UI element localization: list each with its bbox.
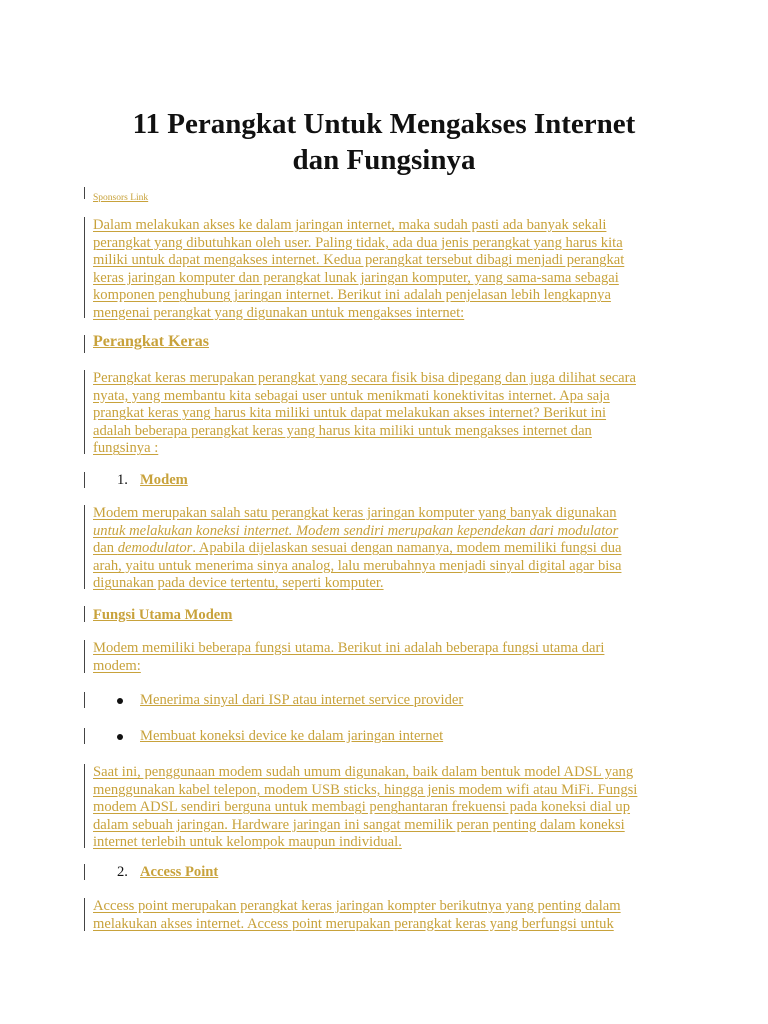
blockquote-bar	[84, 335, 85, 353]
blockquote-bar	[84, 728, 85, 744]
intro-line: keras jaringan komputer dan perangkat lunak jaringan komputer, yang sama-sama sebagai	[93, 269, 619, 286]
access-point-line: melakukan akses internet. Access point merupakan perangkat keras yang berfungsi untuk	[93, 915, 614, 932]
blockquote-bar	[84, 640, 85, 673]
hardware-line: fungsinya :	[93, 440, 159, 457]
modem-usage-line: modem ADSL sendiri berguna untuk membagi penghantaran frekuensi pada koneksi dial up	[93, 799, 631, 816]
bullet-icon	[117, 734, 123, 740]
sponsors-link[interactable]: Sponsors Link	[93, 193, 149, 203]
hardware-line: prangkat keras yang harus kita miliki untuk dapat melakukan akses internet? Berikut ini	[93, 405, 607, 422]
blockquote-bar	[84, 898, 85, 931]
modem-line: digunakan pada device tertentu, seperti komputer.	[93, 575, 384, 592]
item-link-access-point[interactable]: Access Point	[140, 864, 219, 880]
intro-line: mengenai perangkat yang digunakan untuk mengakses internet:	[93, 304, 465, 321]
access-point-paragraph	[93, 898, 693, 933]
hardware-heading-block	[93, 333, 693, 351]
blockquote-bar	[84, 370, 85, 454]
blockquote-bar	[84, 505, 85, 589]
modem-usage-line: Saat ini, penggunaan modem sudah umum digunakan, baik dalam bentuk model ADSL yang	[93, 764, 634, 780]
hardware-line: nyata, yang membantu kita sebagai user untuk menikmati konektivitas internet. Apa saja	[93, 387, 610, 404]
modem-function-line: Modem memiliki beberapa fungsi utama. Berikut ini adalah beberapa fungsi utama dari	[93, 640, 605, 656]
modem-line: untuk melakukan koneksi internet. Modem sendiri merupakan kependekan dari modulator	[93, 522, 619, 539]
blockquote-bar	[84, 472, 85, 488]
modem-function-line: modem:	[93, 657, 141, 674]
item-link-modem[interactable]: Modem	[140, 472, 188, 488]
intro-paragraph	[93, 217, 693, 323]
intro-line: miliki untuk dapat mengakses internet. Kedua perangkat tersebut dibagi menjadi perangkat	[93, 252, 625, 269]
blockquote-bar	[84, 187, 85, 199]
modem-line: Modem merupakan salah satu perangkat keras jaringan komputer yang banyak digunakan	[93, 505, 617, 521]
title-line-1: 11 Perangkat Untuk Mengakses Internet	[132, 108, 636, 140]
title-line-2: dan Fungsinya	[292, 144, 476, 176]
blockquote-bar	[84, 217, 85, 318]
modem-usage-line: dalam sebuah jaringan. Hardware jaringan ini sangat memilik peran penting dalam koneksi	[93, 816, 625, 833]
sponsors-block	[93, 187, 693, 205]
blockquote-bar	[84, 764, 85, 848]
hardware-line: adalah beberapa perangkat keras yang harus kita miliki untuk mengakses internet dan	[93, 422, 592, 439]
modem-usage-line: internet terlebih untuk kelompok maupun individual.	[93, 834, 402, 851]
intro-line: Dalam melakukan akses ke dalam jaringan internet, maka sudah pasti ada banyak sekali	[93, 217, 607, 233]
access-point-line: Access point merupakan perangkat keras jaringan kompter berikutnya yang penting dalam	[93, 898, 621, 914]
bullet-item-2[interactable]: Membuat koneksi device ke dalam jaringan internet	[140, 728, 444, 744]
modem-function-heading-block	[93, 606, 693, 624]
intro-line: perangkat yang dibutuhkan oleh user. Paling tidak, ada dua jenis perangkat yang harus kita	[93, 234, 623, 251]
bullet-icon	[117, 698, 123, 704]
list-number-2: 2.	[117, 864, 128, 880]
modem-paragraph	[93, 505, 693, 593]
modem-function-paragraph	[93, 640, 693, 675]
list-number-1: 1.	[117, 472, 128, 488]
modem-line: arah, yaitu untuk menerima sinya analog, lalu merubahnya menjadi sinyal digital agar bisa	[93, 557, 622, 574]
modem-usage-line: menggunakan kabel telepon, modem USB sticks, hingga jenis modem wifi atau MiFi. Fungsi	[93, 781, 638, 798]
blockquote-bar	[84, 606, 85, 622]
hardware-line: Perangkat keras merupakan perangkat yang secara fisik bisa dipegang dan juga dilihat secara	[93, 370, 636, 386]
modem-usage-paragraph	[93, 764, 693, 852]
intro-line: komponen penghubung jaringan internet. Berikut ini adalah penjelasan lebih lengkapnya	[93, 287, 611, 304]
blockquote-bar	[84, 864, 85, 880]
blockquote-bar	[84, 692, 85, 708]
bullet-item-1[interactable]: Menerima sinyal dari ISP atau internet service provider	[140, 692, 464, 708]
section-heading-modem-function: Fungsi Utama Modem	[93, 607, 233, 623]
page-title	[60, 106, 708, 178]
hardware-paragraph	[93, 370, 693, 458]
section-heading-hardware: Perangkat Keras	[93, 333, 209, 350]
modem-line: dan demodulator. Apabila dijelaskan sesuai dengan namanya, modem memiliki fungsi dua	[93, 540, 622, 557]
